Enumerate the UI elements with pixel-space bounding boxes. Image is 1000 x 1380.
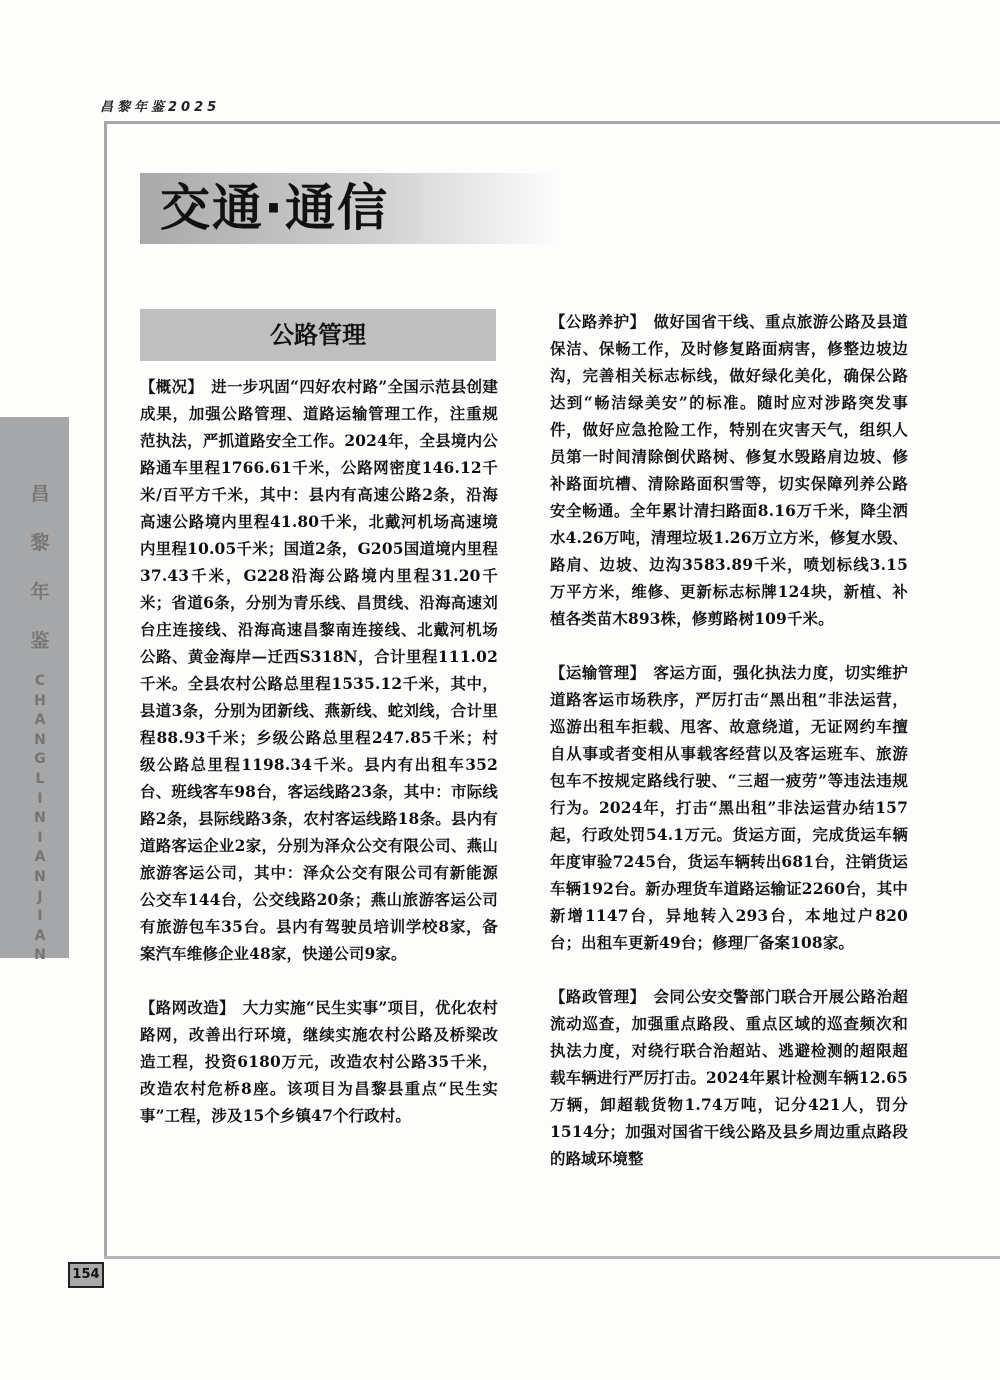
side-tab-letter: A	[34, 927, 46, 944]
paragraph-text: 做好国省干线、重点旅游公路及县道保洁、保畅工作，及时修复路面病害，修整边坡边沟，完善相关标志标线，做好绿化美化，确保公路达到“畅洁绿美安”的标准。随时应对涉路突发事件，做好应急抢险工作，特别在灾害天气，组织人员第一时间清除倒伏路树、修复水毁路肩边坡、修补路面坑槽、清除路面积雪等，切实保障列养公路安全畅通。全年累计清扫路面8.16万千米，降尘洒水4.26万吨，清理垃圾1.26万立方米，修复水毁、路肩、边坡、边沟3583.89千米，喷划标线3.15万平方米，维修、更新标志标牌124块，新植、补植各类苗木893株，修剪路树109千米。	[550, 313, 908, 628]
side-tab-letter: G	[34, 751, 46, 768]
side-tab-letter: I	[37, 908, 43, 925]
side-tab-char: 鉴	[30, 630, 50, 652]
side-tab-char: 昌	[30, 483, 50, 505]
running-header: 昌黎年鉴2025	[100, 100, 221, 115]
side-tab-letter: N	[34, 947, 46, 964]
side-tab-letter: N	[34, 868, 46, 885]
side-tab-letter: J	[37, 888, 43, 905]
paragraph-overview	[140, 374, 498, 968]
side-tab-letter: N	[34, 810, 46, 827]
page-frame-top-rule	[104, 121, 1000, 124]
side-tab-letter: C	[34, 673, 46, 689]
paragraph-transport-management	[550, 660, 908, 957]
side-tab-char: 年	[30, 581, 50, 603]
paragraph-tag: 【路政管理】	[550, 988, 646, 1006]
page-number: 154	[68, 1262, 104, 1288]
paragraph-text: 大力实施“民生实事”项目，优化农村路网，改善出行环境，继续实施农村公路及桥梁改造工程，投资6180万元，改造农村公路35千米，改造农村危桥8座。该项目为昌黎县重点“民生实事”工程，涉及15个乡镇47个行政村。	[140, 999, 499, 1125]
side-tab-en-title	[0, 672, 80, 966]
side-tab-letter: L	[35, 770, 45, 787]
paragraph-road-maintenance	[550, 309, 908, 633]
paragraph-tag: 【运输管理】	[550, 664, 646, 682]
page-frame-left-rule	[104, 121, 107, 1259]
side-tab-char: 黎	[30, 532, 50, 554]
paragraph-tag: 【概况】	[140, 378, 204, 396]
paragraph-text: 客运方面，强化执法力度，切实维护道路客运市场秩序，严厉打击“黑出租”非法运营，巡游出租车拒载、甩客、故意绕道，无证网约车擅自从事或者变相从事载客经营以及客运班车、旅游包车不按规定路线行驶、“三超一疲劳”等违法违规行为。2024年，打击“黑出租”非法运营办结157起，行政处罚54.1万元。货运方面，完成货运车辆年度审验7245台，货运车辆转出681台，注销货运车辆192台。新办理货车道路运输证2260台，其中新增1147台，异地转入293台，本地过户820台；出租车更新49台；修理厂备案108家。	[550, 664, 908, 952]
side-tab-letter: N	[34, 731, 46, 748]
paragraph-tag: 【路网改造】	[140, 999, 235, 1017]
side-tab-letter: H	[34, 692, 46, 709]
side-tab-letter: A	[34, 712, 46, 729]
section-title: 公路管理	[140, 309, 496, 361]
page-frame-bottom-rule	[104, 1256, 1000, 1259]
paragraph-road-network	[140, 995, 498, 1130]
paragraph-tag: 【公路养护】	[550, 313, 646, 331]
paragraph-text: 进一步巩固“四好农村路”全国示范县创建成果，加强公路管理、道路运输管理工作，注重规范执法，严抓道路安全工作。2024年，全县境内公路通车里程1766.61千米，公路网密度146.12千米/百平方千米，其中：县内有高速公路2条，沿海高速公路境内里程41.80千米，北戴河机场高速境内里程10.05千米；国道2条，G205国道境内里程37.43千米，G228沿海公路境内里程31.20千米；省道6条，分别为青乐线、昌贯线、沿海高速刘台庄连接线、沿海高速昌黎南连接线、北戴河机场公路、黄金海岸—迁西S318N，合计里程111.02千米。全县农村公路总里程1535.12千米，其中，县道3条，分别为团新线、燕新线、蛇刘线，合计里程88.93千米；乡级公路总里程247.85千米；村级公路总里程1198.34千米。县内有出租车352台、班线客车98台，客运线路23条，其中：市际线路2条，县际线路3条，农村客运线路18条。县内有道路客运企业2家，分别为泽众公交有限公司、燕山旅游客运公司，其中：泽众公交有限公司有新能源公交车144台，公交线路20条；燕山旅游客运公司有旅游包车35台。县内有驾驶员培训学校8家，备案汽车维修企业48家，快递公司9家。	[140, 378, 498, 963]
side-tab-letter: I	[37, 790, 43, 807]
side-tab-letter: I	[37, 829, 43, 846]
left-column	[140, 309, 498, 1130]
right-column	[550, 309, 908, 1173]
chapter-title: 交通·通信	[160, 179, 389, 237]
side-tab-cn-title	[0, 470, 80, 666]
paragraph-road-administration	[550, 984, 908, 1173]
paragraph-text: 会同公安交警部门联合开展公路治超流动巡查，加强重点路段、重点区域的巡查频次和执法力度，对绕行联合治超站、逃避检测的超限超载车辆进行严厉打击。2024年累计检测车辆12.65万辆，卸超载货物1.74万吨，记分421人，罚分1514分；加强对国省干线公路及县乡周边重点路段的路域环境整	[550, 988, 908, 1168]
side-tab-letter: A	[34, 849, 46, 866]
